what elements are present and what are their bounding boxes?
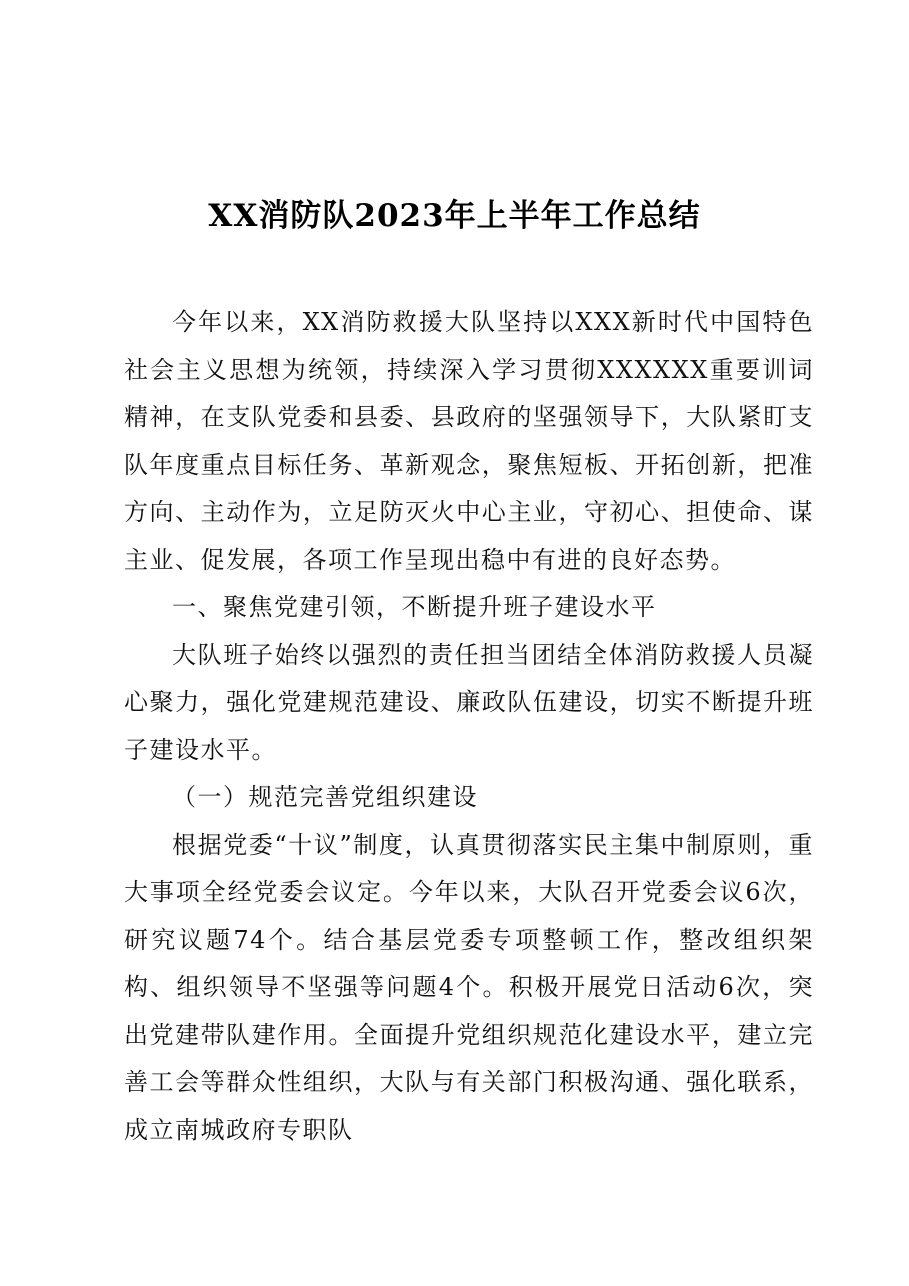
document-body <box>124 299 814 1154</box>
document-title: XX消防队2023年上半年工作总结 <box>208 198 701 234</box>
subsection-heading-1: （一）规范完善党组织建设 <box>172 783 478 811</box>
subsection-1-paragraph: 根据党委“十议”制度，认真贯彻落实民主集中制原则，重大事项全经党委会议定。今年以来，大队召开党委会议6次，研究议题74个。结合基层党委专项整顿工作，整改组织架构、组织领导不坚强等问题4个。积极开展党日活动6次，突出党建带队建作用。全面提升党组织规范化建设水平，建立完善工会等群众性组织，大队与有关部门积极沟通、强化联系，成立南城政府专职队 <box>124 830 814 1144</box>
intro-paragraph: 今年以来，XX消防救援大队坚持以XXX新时代中国特色社会主义思想为统领，持续深入学习贯彻XXXXXX重要训词精神，在支队党委和县委、县政府的坚强领导下，大队紧盯支队年度重点目标任务、革新观念，聚焦短板、开拓创新，把准方向、主动作为，立足防灭火中心主业，守初心、担使命、谋主业、促发展，各项工作呈现出稳中有进的良好态势。 <box>124 308 814 574</box>
section-heading-1: 一、聚焦党建引领，不断提升班子建设水平 <box>172 593 657 621</box>
section-1-paragraph: 大队班子始终以强烈的责任担当团结全体消防救援人员凝心聚力，强化党建规范建设、廉政队伍建设，切实不断提升班子建设水平。 <box>124 640 814 764</box>
